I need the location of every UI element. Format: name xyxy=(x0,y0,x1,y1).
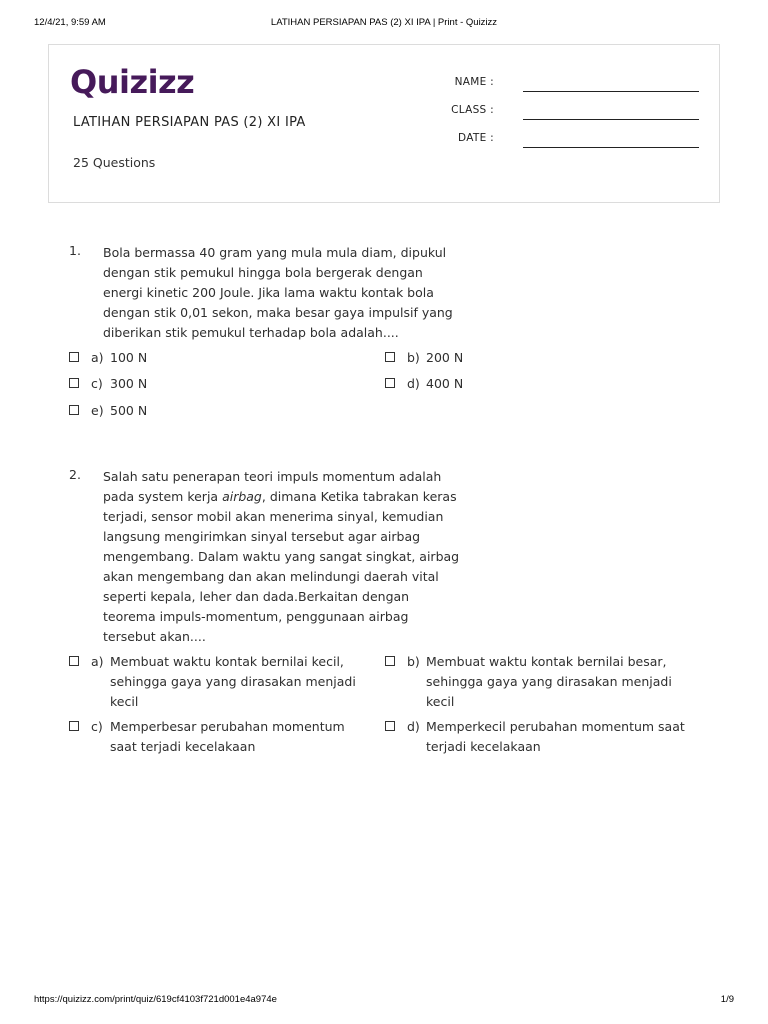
checkbox[interactable] xyxy=(69,352,79,362)
question-line: seperti kepala, leher dan dada.Berkaitan dengan xyxy=(103,589,410,604)
checkbox[interactable] xyxy=(385,378,395,388)
checkbox[interactable] xyxy=(69,378,79,388)
question-number: 2. xyxy=(69,467,81,482)
quiz-title: LATIHAN PERSIAPAN PAS (2) XI IPA xyxy=(73,115,306,130)
question-line: akan mengembang dan akan melindungi daerah vital xyxy=(103,569,439,584)
print-datetime: 12/4/21, 9:59 AM xyxy=(34,17,106,28)
question-line: Bola bermassa 40 gram yang mula mula diam, dipukul xyxy=(103,245,447,260)
question-1 xyxy=(69,243,709,423)
print-page-number: 1/9 xyxy=(720,994,734,1005)
option-line: terjadi kecelakaan xyxy=(426,739,541,754)
option-text: 300 N xyxy=(110,376,148,391)
question-number: 1. xyxy=(69,243,81,258)
option-line: Membuat waktu kontak bernilai besar, xyxy=(426,654,667,669)
option-text: 400 N xyxy=(426,376,464,391)
option-letter: b) xyxy=(407,350,420,365)
question-line: tersebut akan.... xyxy=(103,629,206,644)
checkbox[interactable] xyxy=(69,656,79,666)
option-line: kecil xyxy=(426,694,455,709)
option-text: 500 N xyxy=(110,403,148,418)
checkbox[interactable] xyxy=(385,656,395,666)
option-text xyxy=(110,652,380,712)
question-line: mengembang. Dalam waktu yang sangat singkat, airbag xyxy=(103,549,460,564)
question-count: 25 Questions xyxy=(73,155,156,170)
option-d[interactable] xyxy=(385,717,705,757)
option-text: 100 N xyxy=(110,350,148,365)
date-line xyxy=(523,147,699,148)
option-text xyxy=(426,717,696,757)
date-label: DATE : xyxy=(458,132,494,144)
question-line: diberikan stik pemukul terhadap bola adalah.... xyxy=(103,325,399,340)
option-letter: a) xyxy=(91,654,104,669)
option-letter: a) xyxy=(91,350,104,365)
option-line: kecil xyxy=(110,694,139,709)
checkbox[interactable] xyxy=(385,352,395,362)
option-letter: c) xyxy=(91,376,103,391)
checkbox[interactable] xyxy=(69,405,79,415)
option-line: Memperbesar perubahan momentum xyxy=(110,719,345,734)
option-letter: d) xyxy=(407,376,420,391)
option-letter: b) xyxy=(407,654,420,669)
question-text xyxy=(103,243,475,343)
class-label: CLASS : xyxy=(451,104,494,116)
option-text xyxy=(110,717,380,757)
print-page-title: LATIHAN PERSIAPAN PAS (2) XI IPA | Print - Quizizz xyxy=(270,17,498,28)
question-text xyxy=(103,467,475,647)
print-url[interactable]: https://quizizz.com/print/quiz/619cf4103f721d001e4a974e xyxy=(34,994,277,1005)
quizizz-logo: Quizizz xyxy=(70,63,195,101)
date-field[interactable] xyxy=(439,132,699,148)
class-field[interactable] xyxy=(439,104,699,120)
question-line: terjadi, sensor mobil akan menerima sinyal, kemudian xyxy=(103,509,444,524)
class-line xyxy=(523,119,699,120)
name-line xyxy=(523,91,699,92)
question-line: langsung mengirimkan sinyal tersebut agar airbag xyxy=(103,529,421,544)
print-footer xyxy=(0,994,768,1008)
checkbox[interactable] xyxy=(385,721,395,731)
name-field[interactable] xyxy=(439,76,699,92)
option-c[interactable] xyxy=(69,717,379,757)
name-label: NAME : xyxy=(454,76,494,88)
checkbox[interactable] xyxy=(69,721,79,731)
option-text: 200 N xyxy=(426,350,464,365)
question-line: Salah satu penerapan teori impuls momentum adalah xyxy=(103,469,442,484)
option-line: saat terjadi kecelakaan xyxy=(110,739,256,754)
question-line: dengan stik pemukul hingga bola bergerak dengan xyxy=(103,265,423,280)
option-line: Membuat waktu kontak bernilai kecil, xyxy=(110,654,344,669)
option-b[interactable] xyxy=(385,652,705,712)
option-letter: c) xyxy=(91,719,103,734)
option-line: Memperkecil perubahan momentum saat xyxy=(426,719,685,734)
option-letter: e) xyxy=(91,403,104,418)
print-header xyxy=(0,17,768,31)
question-line: dengan stik 0,01 sekon, maka besar gaya impulsif yang xyxy=(103,305,453,320)
question-line: energi kinetic 200 Joule. Jika lama waktu kontak bola xyxy=(103,285,434,300)
option-a[interactable] xyxy=(69,652,379,712)
quiz-header-card xyxy=(48,44,720,203)
option-letter: d) xyxy=(407,719,420,734)
question-2 xyxy=(69,467,709,767)
question-line: teorema impuls-momentum, penggunaan airbag xyxy=(103,609,409,624)
question-line: pada system kerja airbag, dimana Ketika tabrakan keras xyxy=(103,489,457,504)
option-line: sehingga gaya yang dirasakan menjadi xyxy=(426,674,672,689)
option-text xyxy=(426,652,696,712)
option-line: sehingga gaya yang dirasakan menjadi xyxy=(110,674,356,689)
